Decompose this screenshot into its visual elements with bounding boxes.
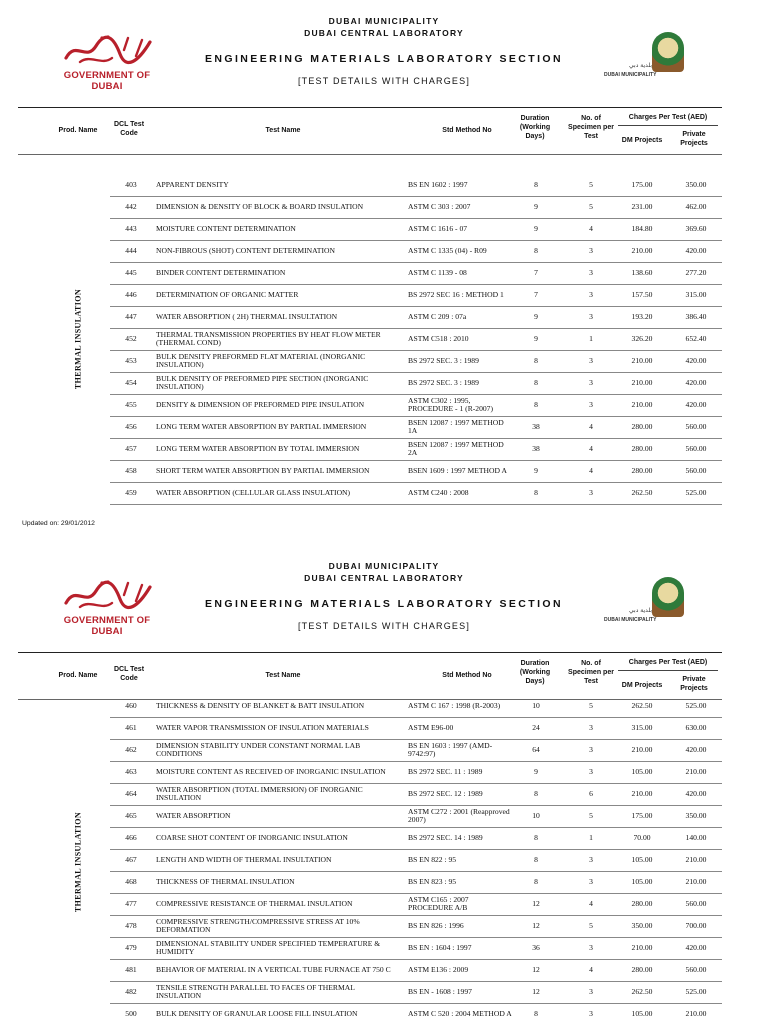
private-charge-cell: 420.00 <box>685 789 707 798</box>
std-method-cell: ASTM C 1616 - 07 <box>408 224 468 233</box>
duration-cell: 8 <box>534 246 538 255</box>
government-of-dubai-text: GOVERNMENT OF DUBAI <box>63 615 151 637</box>
test-name-cell: DIMENSION & DENSITY OF BLOCK & BOARD INSULATION <box>156 202 364 211</box>
header-section-title: ENGINEERING MATERIALS LABORATORY SECTION <box>205 53 563 65</box>
specimens-cell: 4 <box>589 965 593 974</box>
specimens-cell: 3 <box>589 877 593 886</box>
table-row <box>110 372 722 395</box>
specimens-cell: 3 <box>589 855 593 864</box>
private-charge-cell: 210.00 <box>685 767 707 776</box>
specimens-cell: 3 <box>589 378 593 387</box>
specimens-cell: 4 <box>589 422 593 431</box>
dcl-code-cell: 454 <box>125 378 137 387</box>
duration-cell: 8 <box>534 378 538 387</box>
test-name-cell: BULK DENSITY PREFORMED FLAT MATERIAL (INORGANIC INSULATION) <box>156 352 366 369</box>
dm-charge-cell: 262.50 <box>631 987 653 996</box>
duration-cell: 38 <box>532 444 540 453</box>
test-name-cell: THICKNESS OF THERMAL INSULATION <box>156 877 295 886</box>
std-method-cell: ASTM C 167 : 1998 (R-2003) <box>408 701 501 710</box>
std-method-cell: BS EN 1603 : 1997 (AMD-9742:97) <box>408 741 493 758</box>
duration-cell: 64 <box>532 745 540 754</box>
col-header-dcl-code: DCL Test Code <box>113 121 145 137</box>
specimens-cell: 3 <box>589 723 593 732</box>
dm-charge-cell: 280.00 <box>631 965 653 974</box>
dm-charge-cell: 210.00 <box>631 789 653 798</box>
duration-cell: 10 <box>532 701 540 710</box>
dm-charge-cell: 105.00 <box>631 1009 653 1018</box>
private-charge-cell: 525.00 <box>685 488 707 497</box>
dcl-code-cell: 465 <box>125 811 137 820</box>
dcl-code-cell: 461 <box>125 723 137 732</box>
specimens-cell: 4 <box>589 224 593 233</box>
dm-charge-cell: 326.20 <box>631 334 653 343</box>
col-header-specimens: No. of Specimen per Test <box>568 660 614 685</box>
charges-divider <box>618 670 718 671</box>
specimens-cell: 3 <box>589 943 593 952</box>
private-charge-cell: 700.00 <box>685 921 707 930</box>
std-method-cell: ASTM C 520 : 2004 METHOD A <box>408 1009 512 1018</box>
specimens-cell: 3 <box>589 488 593 497</box>
col-header-std-method: Std Method No <box>442 127 492 134</box>
specimens-cell: 3 <box>589 745 593 754</box>
col-header-private-projects: Private Projects <box>680 131 708 147</box>
dm-charge-cell: 210.00 <box>631 246 653 255</box>
table-row <box>110 350 722 373</box>
table-row <box>110 416 722 439</box>
duration-cell: 9 <box>534 466 538 475</box>
test-name-cell: LENGTH AND WIDTH OF THERMAL INSULTATION <box>156 855 332 864</box>
dm-charge-cell: 210.00 <box>631 356 653 365</box>
table-row <box>110 262 722 285</box>
test-name-cell: THICKNESS & DENSITY OF BLANKET & BATT INSULATION <box>156 701 365 710</box>
dm-charge-cell: 231.00 <box>631 202 653 211</box>
specimens-cell: 3 <box>589 312 593 321</box>
std-method-cell: BS 2972 SEC. 12 : 1989 <box>408 789 483 798</box>
dcl-code-cell: 479 <box>125 943 137 952</box>
dubai-municipality-logo <box>604 32 684 86</box>
test-name-cell: DETERMINATION OF ORGANIC MATTER <box>156 290 299 299</box>
specimens-cell: 5 <box>589 921 593 930</box>
col-header-dm-projects: DM Projects <box>621 682 663 689</box>
header-bottom-rule <box>18 154 722 155</box>
test-name-cell: DIMENSIONAL STABILITY UNDER SPECIFIED TEMPERATURE & HUMIDITY <box>156 939 381 956</box>
table-row <box>110 460 722 483</box>
std-method-cell: ASTM C 1335 (04) - R09 <box>408 246 487 255</box>
test-name-cell: DENSITY & DIMENSION OF PREFORMED PIPE INSULATION <box>156 400 365 409</box>
std-method-cell: ASTM C165 : 2007 PROCEDURE A/B <box>408 895 469 912</box>
private-charge-cell: 210.00 <box>685 877 707 886</box>
std-method-cell: ASTM C 209 : 07a <box>408 312 467 321</box>
header-subtitle: [TEST DETAILS WITH CHARGES] <box>297 621 471 631</box>
specimens-cell: 5 <box>589 180 593 189</box>
duration-cell: 12 <box>532 965 540 974</box>
dcl-code-cell: 403 <box>125 180 137 189</box>
specimens-cell: 3 <box>589 400 593 409</box>
test-name-cell: WATER ABSORPTION (CELLULAR GLASS INSULATION) <box>156 488 351 497</box>
std-method-cell: BS 2972 SEC. 3 : 1989 <box>408 356 479 365</box>
dcl-code-cell: 455 <box>125 400 137 409</box>
test-name-cell: WATER ABSORPTION <box>156 811 231 820</box>
dm-charge-cell: 105.00 <box>631 855 653 864</box>
dm-charge-cell: 280.00 <box>631 444 653 453</box>
table-row <box>110 783 722 806</box>
table-row <box>110 328 722 351</box>
header-municipality: DUBAI MUNICIPALITY <box>328 561 440 571</box>
test-name-cell: WATER ABSORPTION ( 2H) THERMAL INSULTATION <box>156 312 338 321</box>
dm-charge-cell: 262.50 <box>631 701 653 710</box>
dcl-code-cell: 481 <box>125 965 137 974</box>
dm-emblem-icon <box>652 577 684 617</box>
table-row <box>110 915 722 938</box>
specimens-cell: 5 <box>589 202 593 211</box>
updated-on-text: Updated on: 29/01/2012 <box>22 520 95 527</box>
std-method-cell: BS 2972 SEC 16 : METHOD 1 <box>408 290 504 299</box>
category-label <box>58 174 98 504</box>
private-charge-cell: 560.00 <box>685 444 707 453</box>
dcl-code-cell: 445 <box>125 268 137 277</box>
std-method-cell: BS EN 823 : 95 <box>408 877 457 886</box>
dm-arabic-text: بلدية دبي <box>629 607 652 614</box>
dcl-code-cell: 463 <box>125 767 137 776</box>
test-name-cell: WATER ABSORPTION (TOTAL IMMERSION) OF INORGANIC INSULATION <box>156 785 363 802</box>
table-row <box>110 805 722 828</box>
dm-charge-cell: 262.50 <box>631 488 653 497</box>
dcl-code-cell: 456 <box>125 422 137 431</box>
dm-charge-cell: 70.00 <box>633 833 651 842</box>
dm-charge-cell: 184.80 <box>631 224 653 233</box>
private-charge-cell: 350.00 <box>685 180 707 189</box>
duration-cell: 7 <box>534 290 538 299</box>
std-method-cell: ASTM C518 : 2010 <box>408 334 469 343</box>
specimens-cell: 5 <box>589 811 593 820</box>
duration-cell: 8 <box>534 1009 538 1018</box>
table-row <box>110 937 722 960</box>
specimens-cell: 3 <box>589 268 593 277</box>
std-method-cell: ASTM C272 : 2001 (Reapproved 2007) <box>408 807 510 824</box>
table-row <box>110 695 722 718</box>
dcl-code-cell: 467 <box>125 855 137 864</box>
col-header-duration: Duration (Working Days) <box>519 660 551 685</box>
test-name-cell: LONG TERM WATER ABSORPTION BY TOTAL IMMERSION <box>156 444 360 453</box>
std-method-cell: ASTM C302 : 1995, PROCEDURE - 1 (R-2007) <box>408 396 494 413</box>
duration-cell: 8 <box>534 356 538 365</box>
private-charge-cell: 315.00 <box>685 290 707 299</box>
document-page-2 <box>0 545 768 1024</box>
table-row <box>110 218 722 241</box>
dm-charge-cell: 210.00 <box>631 943 653 952</box>
col-header-dm-projects: DM Projects <box>621 137 663 144</box>
dm-charge-cell: 280.00 <box>631 422 653 431</box>
duration-cell: 8 <box>534 833 538 842</box>
dcl-code-cell: 446 <box>125 290 137 299</box>
table-row <box>110 1003 722 1024</box>
table-row <box>110 240 722 263</box>
specimens-cell: 6 <box>589 789 593 798</box>
dcl-code-cell: 443 <box>125 224 137 233</box>
dm-charge-cell: 280.00 <box>631 466 653 475</box>
dm-charge-cell: 105.00 <box>631 877 653 886</box>
std-method-cell: BS EN - 1608 : 1997 <box>408 987 472 996</box>
table-row <box>110 394 722 417</box>
private-charge-cell: 560.00 <box>685 422 707 431</box>
table-row <box>110 306 722 329</box>
private-charge-cell: 630.00 <box>685 723 707 732</box>
dcl-code-cell: 482 <box>125 987 137 996</box>
specimens-cell: 4 <box>589 899 593 908</box>
duration-cell: 8 <box>534 180 538 189</box>
test-name-cell: BULK DENSITY OF GRANULAR LOOSE FILL INSULATION <box>156 1009 358 1018</box>
test-name-cell: DIMENSION STABILITY UNDER CONSTANT NORMAL LAB CONDITIONS <box>156 741 361 758</box>
dm-charge-cell: 210.00 <box>631 745 653 754</box>
dm-arabic-text: بلدية دبي <box>629 62 652 69</box>
test-name-cell: WATER VAPOR TRANSMISSION OF INSULATION MATERIALS <box>156 723 369 732</box>
duration-cell: 10 <box>532 811 540 820</box>
duration-cell: 9 <box>534 767 538 776</box>
dm-charge-cell: 175.00 <box>631 180 653 189</box>
std-method-cell: BSEN 12087 : 1997 METHOD 1A <box>408 418 504 435</box>
table-row <box>110 827 722 850</box>
private-charge-cell: 420.00 <box>685 400 707 409</box>
dcl-code-cell: 442 <box>125 202 137 211</box>
private-charge-cell: 560.00 <box>685 965 707 974</box>
charges-divider <box>618 125 718 126</box>
private-charge-cell: 560.00 <box>685 466 707 475</box>
col-header-duration: Duration (Working Days) <box>519 115 551 140</box>
dcl-code-cell: 466 <box>125 833 137 842</box>
duration-cell: 12 <box>532 987 540 996</box>
std-method-cell: ASTM E136 : 2009 <box>408 965 469 974</box>
specimens-cell: 1 <box>589 334 593 343</box>
specimens-cell: 5 <box>589 701 593 710</box>
private-charge-cell: 420.00 <box>685 745 707 754</box>
dm-charge-cell: 280.00 <box>631 899 653 908</box>
duration-cell: 9 <box>534 312 538 321</box>
private-charge-cell: 386.40 <box>685 312 707 321</box>
table-row <box>110 871 722 894</box>
std-method-cell: BS EN : 1604 : 1997 <box>408 943 472 952</box>
test-name-cell: COMPRESSIVE RESISTANCE OF THERMAL INSULATION <box>156 899 353 908</box>
table-row <box>110 174 722 197</box>
test-name-cell: COARSE SHOT CONTENT OF INORGANIC INSULATION <box>156 833 348 842</box>
duration-cell: 8 <box>534 400 538 409</box>
dcl-code-cell: 464 <box>125 789 137 798</box>
table-row <box>110 893 722 916</box>
specimens-cell: 3 <box>589 767 593 776</box>
col-header-charges: Charges Per Test (AED) <box>628 659 708 666</box>
table-row <box>110 761 722 784</box>
std-method-cell: BS 2972 SEC. 11 : 1989 <box>408 767 483 776</box>
category-label-text: THERMAL INSULATION <box>73 288 83 390</box>
dcl-code-cell: 468 <box>125 877 137 886</box>
test-name-cell: MOISTURE CONTENT AS RECEIVED OF INORGANIC INSULATION <box>156 767 386 776</box>
col-header-test-name: Test Name <box>265 127 301 134</box>
header-section-title: ENGINEERING MATERIALS LABORATORY SECTION <box>205 598 563 610</box>
dcl-code-cell: 453 <box>125 356 137 365</box>
header-laboratory: DUBAI CENTRAL LABORATORY <box>304 28 464 38</box>
specimens-cell: 4 <box>589 444 593 453</box>
private-charge-cell: 560.00 <box>685 899 707 908</box>
duration-cell: 8 <box>534 488 538 497</box>
dm-charge-cell: 193.20 <box>631 312 653 321</box>
dcl-code-cell: 447 <box>125 312 137 321</box>
test-name-cell: TENSILE STRENGTH PARALLEL TO FACES OF THERMAL INSULATION <box>156 983 355 1000</box>
table-top-rule <box>18 652 722 653</box>
category-label-text: THERMAL INSULATION <box>73 811 83 913</box>
table-row <box>110 981 722 1004</box>
category-label <box>58 697 98 1024</box>
std-method-cell: BSEN 1609 : 1997 METHOD A <box>408 466 507 475</box>
dm-charge-cell: 210.00 <box>631 378 653 387</box>
table-row <box>110 482 722 505</box>
dcl-code-cell: 458 <box>125 466 137 475</box>
header-laboratory: DUBAI CENTRAL LABORATORY <box>304 573 464 583</box>
private-charge-cell: 420.00 <box>685 943 707 952</box>
specimens-cell: 3 <box>589 987 593 996</box>
duration-cell: 8 <box>534 877 538 886</box>
private-charge-cell: 277.20 <box>685 268 707 277</box>
dcl-code-cell: 444 <box>125 246 137 255</box>
table-top-rule <box>18 107 722 108</box>
std-method-cell: ASTM C 1139 - 08 <box>408 268 467 277</box>
duration-cell: 38 <box>532 422 540 431</box>
dm-charge-cell: 210.00 <box>631 400 653 409</box>
duration-cell: 9 <box>534 202 538 211</box>
private-charge-cell: 420.00 <box>685 378 707 387</box>
duration-cell: 8 <box>534 855 538 864</box>
private-charge-cell: 420.00 <box>685 356 707 365</box>
duration-cell: 36 <box>532 943 540 952</box>
std-method-cell: BS EN 826 : 1996 <box>408 921 464 930</box>
table-row <box>110 196 722 219</box>
test-name-cell: SHORT TERM WATER ABSORPTION BY PARTIAL IMMERSION <box>156 466 370 475</box>
specimens-cell: 3 <box>589 246 593 255</box>
col-header-charges: Charges Per Test (AED) <box>628 114 708 121</box>
duration-cell: 12 <box>532 899 540 908</box>
dm-emblem-icon <box>652 32 684 72</box>
private-charge-cell: 525.00 <box>685 987 707 996</box>
table-row <box>110 739 722 762</box>
duration-cell: 7 <box>534 268 538 277</box>
dm-charge-cell: 350.00 <box>631 921 653 930</box>
test-name-cell: BINDER CONTENT DETERMINATION <box>156 268 286 277</box>
private-charge-cell: 350.00 <box>685 811 707 820</box>
private-charge-cell: 210.00 <box>685 1009 707 1018</box>
table-row <box>110 284 722 307</box>
specimens-cell: 1 <box>589 833 593 842</box>
specimens-cell: 3 <box>589 290 593 299</box>
col-header-private-projects: Private Projects <box>680 676 708 692</box>
test-name-cell: COMPRESSIVE STRENGTH/COMPRESSIVE STRESS AT 10% DEFORMATION <box>156 917 360 934</box>
government-of-dubai-text: GOVERNMENT OF DUBAI <box>63 70 151 92</box>
col-header-prod-name: Prod. Name <box>58 672 98 679</box>
private-charge-cell: 210.00 <box>685 855 707 864</box>
table-row <box>110 438 722 461</box>
dm-charge-cell: 105.00 <box>631 767 653 776</box>
test-name-cell: MOISTURE CONTENT DETERMINATION <box>156 224 296 233</box>
std-method-cell: ASTM C 303 : 2007 <box>408 202 471 211</box>
dcl-code-cell: 457 <box>125 444 137 453</box>
std-method-cell: ASTM E96-00 <box>408 723 454 732</box>
table-row <box>110 959 722 982</box>
dm-english-text: DUBAI MUNICIPALITY <box>604 72 657 78</box>
test-name-cell: LONG TERM WATER ABSORPTION BY PARTIAL IMMERSION <box>156 422 367 431</box>
duration-cell: 9 <box>534 334 538 343</box>
duration-cell: 9 <box>534 224 538 233</box>
dm-charge-cell: 138.60 <box>631 268 653 277</box>
table-row <box>110 717 722 740</box>
dcl-code-cell: 460 <box>125 701 137 710</box>
col-header-std-method: Std Method No <box>442 672 492 679</box>
col-header-prod-name: Prod. Name <box>58 127 98 134</box>
col-header-test-name: Test Name <box>265 672 301 679</box>
private-charge-cell: 462.00 <box>685 202 707 211</box>
std-method-cell: BSEN 12087 : 1997 METHOD 2A <box>408 440 504 457</box>
std-method-cell: ASTM C240 : 2008 <box>408 488 469 497</box>
dm-english-text: DUBAI MUNICIPALITY <box>604 617 657 623</box>
std-method-cell: BS 2972 SEC. 14 : 1989 <box>408 833 483 842</box>
dcl-code-cell: 459 <box>125 488 137 497</box>
private-charge-cell: 525.00 <box>685 701 707 710</box>
dm-charge-cell: 315.00 <box>631 723 653 732</box>
dcl-code-cell: 500 <box>125 1009 137 1018</box>
col-header-specimens: No. of Specimen per Test <box>568 115 614 140</box>
std-method-cell: BS EN 822 : 95 <box>408 855 457 864</box>
dcl-code-cell: 452 <box>125 334 137 343</box>
specimens-cell: 4 <box>589 466 593 475</box>
duration-cell: 24 <box>532 723 540 732</box>
dcl-code-cell: 477 <box>125 899 137 908</box>
dm-charge-cell: 175.00 <box>631 811 653 820</box>
dm-charge-cell: 157.50 <box>631 290 653 299</box>
test-name-cell: BULK DENSITY OF PREFORMED PIPE SECTION (INORGANIC INSULATION) <box>156 374 369 391</box>
test-name-cell: APPARENT DENSITY <box>156 180 229 189</box>
std-method-cell: BS 2972 SEC. 3 : 1989 <box>408 378 479 387</box>
duration-cell: 12 <box>532 921 540 930</box>
private-charge-cell: 652.40 <box>685 334 707 343</box>
duration-cell: 8 <box>534 789 538 798</box>
col-header-dcl-code: DCL Test Code <box>113 666 145 682</box>
header-municipality: DUBAI MUNICIPALITY <box>328 16 440 26</box>
test-name-cell: THERMAL TRANSMISSION PROPERTIES BY HEAT FLOW METER (THERMAL COND) <box>156 330 381 347</box>
dubai-municipality-logo <box>604 577 684 631</box>
table-row <box>110 849 722 872</box>
header-subtitle: [TEST DETAILS WITH CHARGES] <box>297 76 471 86</box>
dcl-code-cell: 478 <box>125 921 137 930</box>
specimens-cell: 3 <box>589 356 593 365</box>
private-charge-cell: 420.00 <box>685 246 707 255</box>
specimens-cell: 3 <box>589 1009 593 1018</box>
test-name-cell: BEHAVIOR OF MATERIAL IN A VERTICAL TUBE FURNACE AT 750 C <box>156 965 391 974</box>
private-charge-cell: 369.60 <box>685 224 707 233</box>
test-name-cell: NON-FIBROUS (SHOT) CONTENT DETERMINATION <box>156 246 335 255</box>
std-method-cell: BS EN 1602 : 1997 <box>408 180 468 189</box>
dcl-code-cell: 462 <box>125 745 137 754</box>
private-charge-cell: 140.00 <box>685 833 707 842</box>
